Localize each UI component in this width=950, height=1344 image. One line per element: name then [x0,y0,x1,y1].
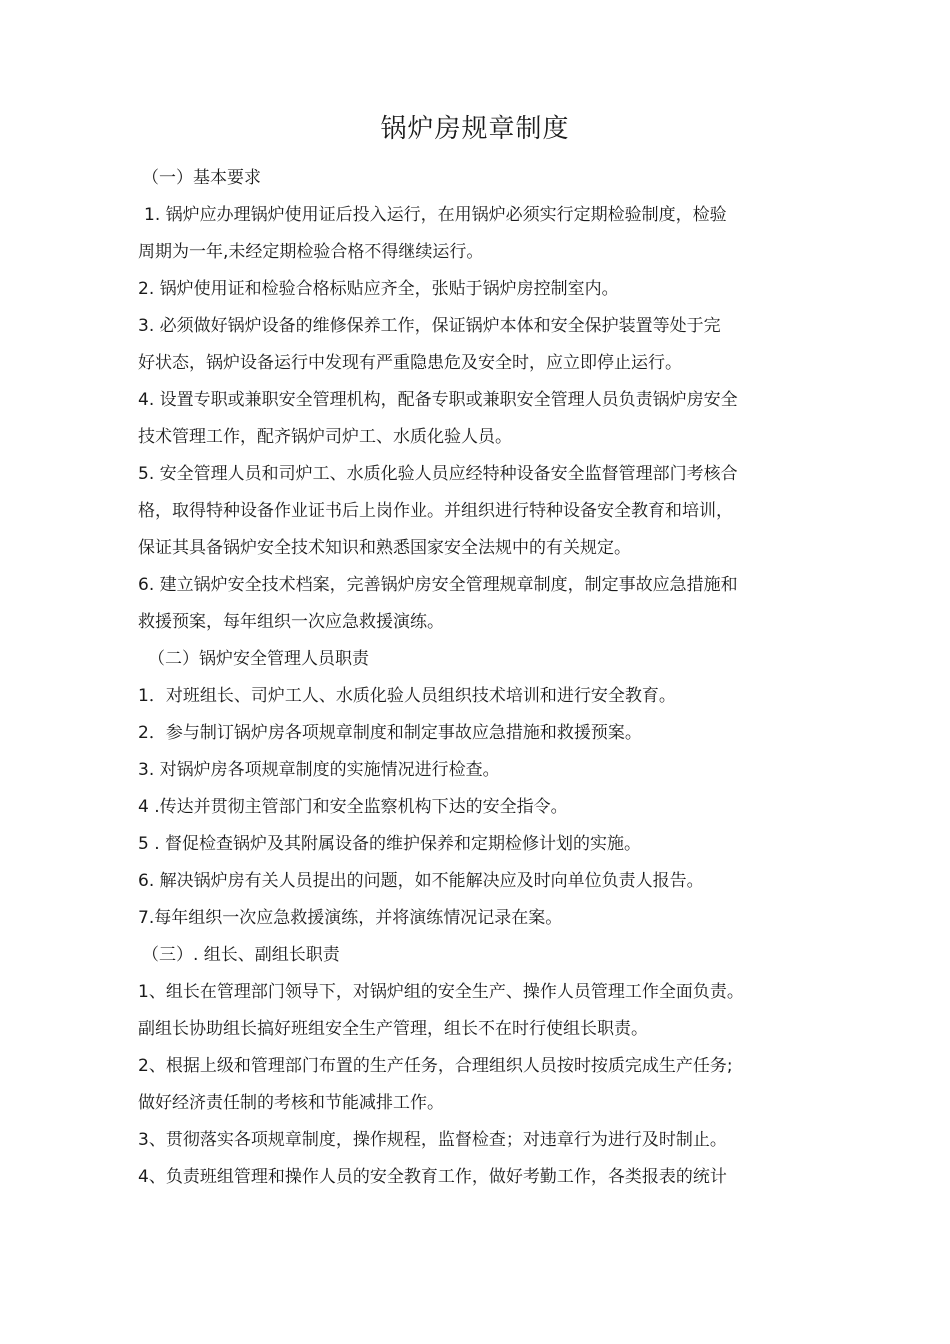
section-heading-1: （一）基本要求 [142,168,261,188]
paragraph-line: 6. 解决锅炉房有关人员提出的问题，如不能解决应及时向单位负责人报告。 [138,871,704,891]
paragraph-line: 保证其具备锅炉安全技术知识和熟悉国家安全法规中的有关规定。 [138,538,631,558]
paragraph-line: 7.每年组织一次应急救援演练，并将演练情况记录在案。 [138,908,563,928]
paragraph-line: 5. 安全管理人员和司炉工、水质化验人员应经特种设备安全监督管理部门考核合 [138,464,738,484]
paragraph-line: 周期为一年,未经定期检验合格不得继续运行。 [138,242,484,262]
document-title: 锅炉房规章制度 [380,114,570,144]
paragraph-line: 6. 建立锅炉安全技术档案，完善锅炉房安全管理规章制度，制定事故应急措施和 [138,575,738,595]
paragraph-line: 3、贯彻落实各项规章制度，操作规程，监督检查；对违章行为进行及时制止。 [138,1130,727,1150]
paragraph-line: 1、组长在管理部门领导下，对锅炉组的安全生产、操作人员管理工作全面负责。 [138,982,744,1002]
paragraph-line: 好状态，锅炉设备运行中发现有严重隐患危及安全时，应立即停止运行。 [138,353,682,373]
paragraph-line: 副组长协助组长搞好班组安全生产管理，组长不在时行使组长职责。 [138,1019,648,1039]
section-heading-2: （二）锅炉安全管理人员职责 [148,649,369,669]
section-heading-3: （三）. 组长、副组长职责 [142,945,340,965]
paragraph-line: 4. 设置专职或兼职安全管理机构，配备专职或兼职安全管理人员负责锅炉房安全 [138,390,738,410]
paragraph-line: 救援预案，每年组织一次应急救援演练。 [138,612,444,632]
paragraph-line: 1. 锅炉应办理锅炉使用证后投入运行，在用锅炉必须实行定期检验制度，检验 [144,205,727,225]
paragraph-line: 2、根据上级和管理部门布置的生产任务，合理组织人员按时按质完成生产任务; [138,1056,733,1076]
paragraph-line: 做好经济责任制的考核和节能减排工作。 [138,1093,444,1113]
paragraph-line: 2．参与制订锅炉房各项规章制度和制定事故应急措施和救援预案。 [138,723,642,743]
paragraph-line: 4 .传达并贯彻主管部门和安全监察机构下达的安全指令。 [138,797,568,817]
paragraph-line: 4、负责班组管理和操作人员的安全教育工作，做好考勤工作，各类报表的统计 [138,1167,727,1187]
paragraph-line: 1．对班组长、司炉工人、水质化验人员组织技术培训和进行安全教育。 [138,686,676,706]
paragraph-line: 3. 对锅炉房各项规章制度的实施情况进行检查。 [138,760,500,780]
paragraph-line: 格，取得特种设备作业证书后上岗作业。并组织进行特种设备安全教育和培训， [138,501,733,521]
document-body [138,160,818,1196]
paragraph-line: 技术管理工作，配齐锅炉司炉工、水质化验人员。 [138,427,512,447]
paragraph-line: 2. 锅炉使用证和检验合格标贴应齐全，张贴于锅炉房控制室内。 [138,279,619,299]
paragraph-line: 3. 必须做好锅炉设备的维修保养工作，保证锅炉本体和安全保护装置等处于完 [138,316,721,336]
paragraph-line: 5 . 督促检查锅炉及其附属设备的维护保养和定期检修计划的实施。 [138,834,642,854]
